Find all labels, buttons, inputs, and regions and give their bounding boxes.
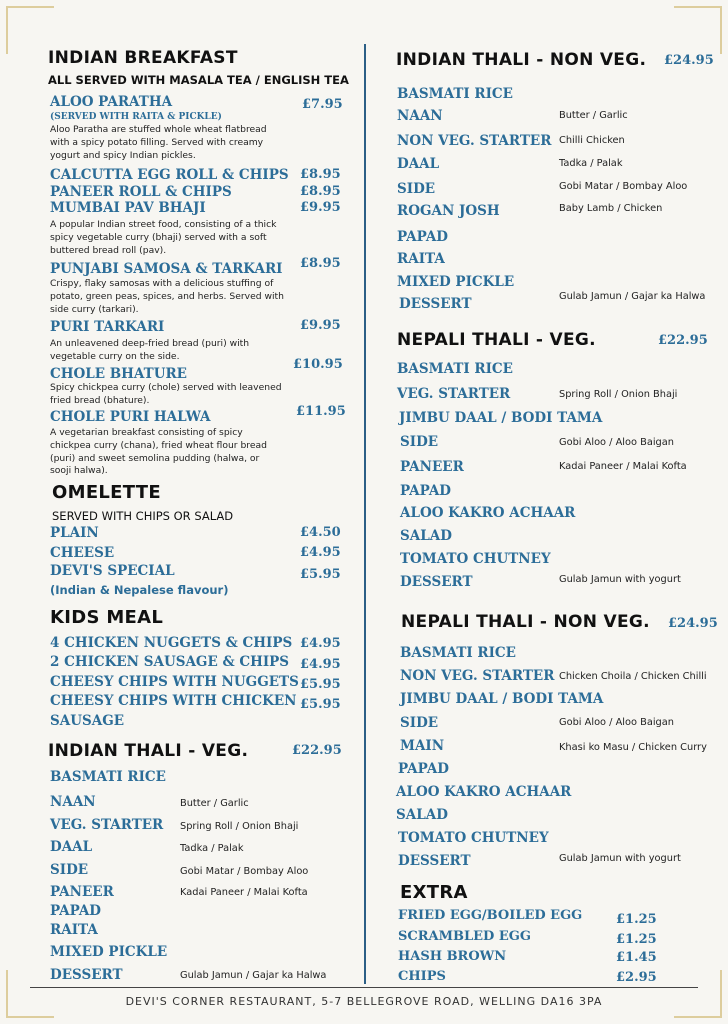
menu-item-price: £4.50 bbox=[300, 525, 341, 540]
menu-item-price: £11.95 bbox=[296, 404, 346, 419]
thali-option: Gobi Aloo / Aloo Baigan bbox=[559, 717, 674, 728]
menu-item-price: £2.95 bbox=[616, 970, 657, 985]
thali-item: NAAN bbox=[50, 794, 96, 810]
thali-item: JIMBU DAAL / BODI TAMA bbox=[399, 410, 603, 426]
corner-ornament bbox=[6, 970, 54, 1018]
thali-option: Kadai Paneer / Malai Kofta bbox=[180, 887, 308, 898]
menu-item-price: £8.95 bbox=[300, 167, 341, 182]
thali-item: DESSERT bbox=[398, 853, 471, 869]
thali-item: DESSERT bbox=[50, 967, 123, 983]
thali-item: JIMBU DAAL / BODI TAMA bbox=[400, 691, 604, 707]
footer-address: DEVI'S CORNER RESTAURANT, 5-7 BELLEGROVE ROAD, WELLING DA16 3PA bbox=[125, 995, 603, 1008]
thali-item: SIDE bbox=[397, 181, 436, 197]
menu-item-description: A vegetarian breakfast consisting of spicy chickpea curry (chana), fried wheat flour bread (puri) and sweet semolina pudding (halwa, or sooji halwa). bbox=[50, 427, 267, 477]
menu-item-name: DEVI'S SPECIAL bbox=[50, 563, 175, 579]
thali-item: BASMATI RICE bbox=[397, 86, 513, 102]
menu-item-price: £9.95 bbox=[300, 200, 341, 215]
thali-item: RAITA bbox=[50, 922, 98, 938]
thali-option: Spring Roll / Onion Bhaji bbox=[559, 389, 678, 400]
corner-ornament bbox=[6, 6, 54, 54]
menu-item-name: ALOO PARATHA bbox=[50, 94, 173, 110]
menu-item-name: FRIED EGG/BOILED EGG bbox=[398, 908, 583, 923]
thali-option: Butter / Garlic bbox=[559, 110, 628, 121]
thali-option: Gobi Matar / Bombay Aloo bbox=[180, 866, 309, 877]
menu-item-price: £7.95 bbox=[302, 97, 343, 112]
menu-item-price: £8.95 bbox=[300, 256, 341, 271]
thali-item: PAPAD bbox=[50, 903, 101, 919]
menu-item-price: £1.25 bbox=[616, 912, 657, 927]
thali-item: BASMATI RICE bbox=[397, 361, 513, 377]
thali-item: TOMATO CHUTNEY bbox=[398, 830, 549, 846]
thali-item: DESSERT bbox=[400, 574, 473, 590]
thali-item: SALAD bbox=[396, 807, 448, 823]
omelette-flavour-note: (Indian & Nepalese flavour) bbox=[50, 583, 229, 597]
thali-item: DAAL bbox=[397, 156, 440, 172]
thali-item: PAPAD bbox=[398, 761, 449, 777]
menu-item-name: 2 CHICKEN SAUSAGE & CHIPS bbox=[50, 654, 290, 670]
thali-item: SIDE bbox=[400, 434, 439, 450]
thali-item: ROGAN JOSH bbox=[397, 203, 500, 219]
thali-item: SALAD bbox=[400, 528, 452, 544]
section-title-nepali-veg: NEPALI THALI - VEG. bbox=[397, 330, 596, 350]
thali-item: BASMATI RICE bbox=[400, 645, 516, 661]
thali-option: Chilli Chicken bbox=[559, 135, 625, 146]
section-title-indian-nonveg: INDIAN THALI - NON VEG. bbox=[396, 50, 647, 70]
menu-item-name: SCRAMBLED EGG bbox=[398, 929, 531, 944]
thali-item: PANEER bbox=[50, 884, 114, 900]
menu-item-price: £4.95 bbox=[300, 636, 341, 651]
thali-option: Gulab Jamun / Gajar ka Halwa bbox=[180, 970, 327, 981]
thali-item: MAIN bbox=[400, 738, 445, 754]
menu-item-name: 4 CHICKEN NUGGETS & CHIPS bbox=[50, 635, 293, 651]
thali-option: Gulab Jamun with yogurt bbox=[559, 574, 681, 585]
menu-item-name: PURI TARKARI bbox=[50, 319, 165, 335]
menu-item-name: PLAIN bbox=[50, 525, 99, 541]
menu-item-price: £5.95 bbox=[300, 697, 341, 712]
section-title-omelette: OMELETTE bbox=[52, 482, 161, 503]
thali-item: NAAN bbox=[397, 108, 443, 124]
menu-item-name: CHIPS bbox=[398, 969, 446, 984]
menu-item-note: (SERVED WITH RAITA & PICKLE) bbox=[50, 112, 222, 122]
thali-item: SIDE bbox=[50, 862, 89, 878]
breakfast-subtitle: ALL SERVED WITH MASALA TEA / ENGLISH TEA bbox=[48, 73, 349, 87]
menu-item-name: PANEER ROLL & CHIPS bbox=[50, 184, 232, 200]
menu-item-price: £1.25 bbox=[616, 932, 657, 947]
thali-option: Gobi Aloo / Aloo Baigan bbox=[559, 437, 674, 448]
thali-item: VEG. STARTER bbox=[397, 386, 511, 402]
thali-option: Chicken Choila / Chicken Chilli bbox=[559, 671, 707, 682]
menu-item-description: Aloo Paratha are stuffed whole wheat flatbread with a spicy potato filling. Served with creamy yogurt and spicy Indian pickles. bbox=[50, 124, 267, 161]
footer-divider bbox=[30, 987, 698, 988]
thali-item: PAPAD bbox=[397, 229, 448, 245]
corner-ornament bbox=[674, 6, 722, 54]
thali-option: Gulab Jamun with yogurt bbox=[559, 853, 681, 864]
section-title-indian-veg: INDIAN THALI - VEG. bbox=[48, 741, 249, 761]
section-title-kids: KIDS MEAL bbox=[50, 607, 164, 628]
thali-item: VEG. STARTER bbox=[50, 817, 164, 833]
menu-item-description: A popular Indian street food, consisting of a thick spicy vegetable curry (bhaji) served with a soft buttered bread roll (pav). bbox=[50, 219, 277, 256]
section-price: £22.95 bbox=[658, 333, 708, 348]
section-title-extra: EXTRA bbox=[400, 882, 468, 903]
menu-item-price: £5.95 bbox=[300, 567, 341, 582]
menu-item-name: PUNJABI SAMOSA & TARKARI bbox=[50, 261, 283, 277]
thali-item: RAITA bbox=[397, 251, 445, 267]
menu-item-name: CHEESE bbox=[50, 545, 115, 561]
menu-item-name: HASH BROWN bbox=[398, 949, 507, 964]
thali-item: PANEER bbox=[400, 459, 464, 475]
menu-item-name: CHOLE PURI HALWA bbox=[50, 409, 211, 425]
thali-item: MIXED PICKLE bbox=[50, 944, 168, 960]
thali-item: SIDE bbox=[400, 715, 439, 731]
menu-item-price: £8.95 bbox=[300, 184, 341, 199]
menu-item-price: £1.45 bbox=[616, 950, 657, 965]
menu-item-name-continued: SAUSAGE bbox=[50, 713, 125, 729]
menu-item-name: CHOLE BHATURE bbox=[50, 366, 187, 382]
thali-option: Gulab Jamun / Gajar ka Halwa bbox=[559, 291, 706, 302]
thali-option: Tadka / Palak bbox=[180, 843, 244, 854]
thali-item: DAAL bbox=[50, 839, 93, 855]
thali-item: MIXED PICKLE bbox=[397, 274, 515, 290]
thali-item: ALOO KAKRO ACHAAR bbox=[396, 784, 572, 800]
thali-item: ALOO KAKRO ACHAAR bbox=[400, 505, 576, 521]
thali-item: DESSERT bbox=[399, 296, 472, 312]
thali-option: Kadai Paneer / Malai Kofta bbox=[559, 461, 687, 472]
section-title-nepali-nonveg: NEPALI THALI - NON VEG. bbox=[401, 612, 650, 632]
column-divider bbox=[364, 44, 366, 984]
thali-option: Spring Roll / Onion Bhaji bbox=[180, 821, 299, 832]
thali-item: TOMATO CHUTNEY bbox=[400, 551, 551, 567]
thali-item: BASMATI RICE bbox=[50, 769, 166, 785]
omelette-subtitle: SERVED WITH CHIPS OR SALAD bbox=[52, 509, 234, 523]
section-price: £22.95 bbox=[292, 743, 342, 758]
thali-option: Tadka / Palak bbox=[559, 158, 623, 169]
menu-item-name: MUMBAI PAV BHAJI bbox=[50, 200, 206, 216]
thali-item: NON VEG. STARTER bbox=[397, 133, 552, 149]
thali-option: Baby Lamb / Chicken bbox=[559, 203, 663, 214]
menu-item-description: Crispy, flaky samosas with a delicious stuffing of potato, green peas, spices, and herbs. Served with side curry (tarkari). bbox=[50, 278, 284, 315]
menu-item-price: £5.95 bbox=[300, 677, 341, 692]
section-title-breakfast: INDIAN BREAKFAST bbox=[48, 48, 238, 68]
menu-item-name: CALCUTTA EGG ROLL & CHIPS bbox=[50, 167, 289, 183]
corner-ornament bbox=[674, 970, 722, 1018]
menu-item-description: An unleavened deep-fried bread (puri) with vegetable curry on the side. bbox=[50, 338, 250, 362]
menu-item-description: Spicy chickpea curry (chole) served with leavened fried bread (bhature). bbox=[50, 382, 282, 406]
thali-option: Gobi Matar / Bombay Aloo bbox=[559, 181, 688, 192]
section-price: £24.95 bbox=[668, 616, 718, 631]
menu-item-price: £9.95 bbox=[300, 318, 341, 333]
menu-item-name: CHEESY CHIPS WITH NUGGETS bbox=[50, 674, 299, 690]
section-price: £24.95 bbox=[664, 53, 714, 68]
menu-item-name: CHEESY CHIPS WITH CHICKEN bbox=[50, 693, 297, 709]
thali-option: Khasi ko Masu / Chicken Curry bbox=[559, 742, 707, 753]
thali-option: Butter / Garlic bbox=[180, 798, 249, 809]
thali-item: NON VEG. STARTER bbox=[400, 668, 555, 684]
menu-item-price: £4.95 bbox=[300, 657, 341, 672]
menu-item-price: £10.95 bbox=[293, 357, 343, 372]
menu-item-price: £4.95 bbox=[300, 545, 341, 560]
thali-item: PAPAD bbox=[400, 483, 451, 499]
